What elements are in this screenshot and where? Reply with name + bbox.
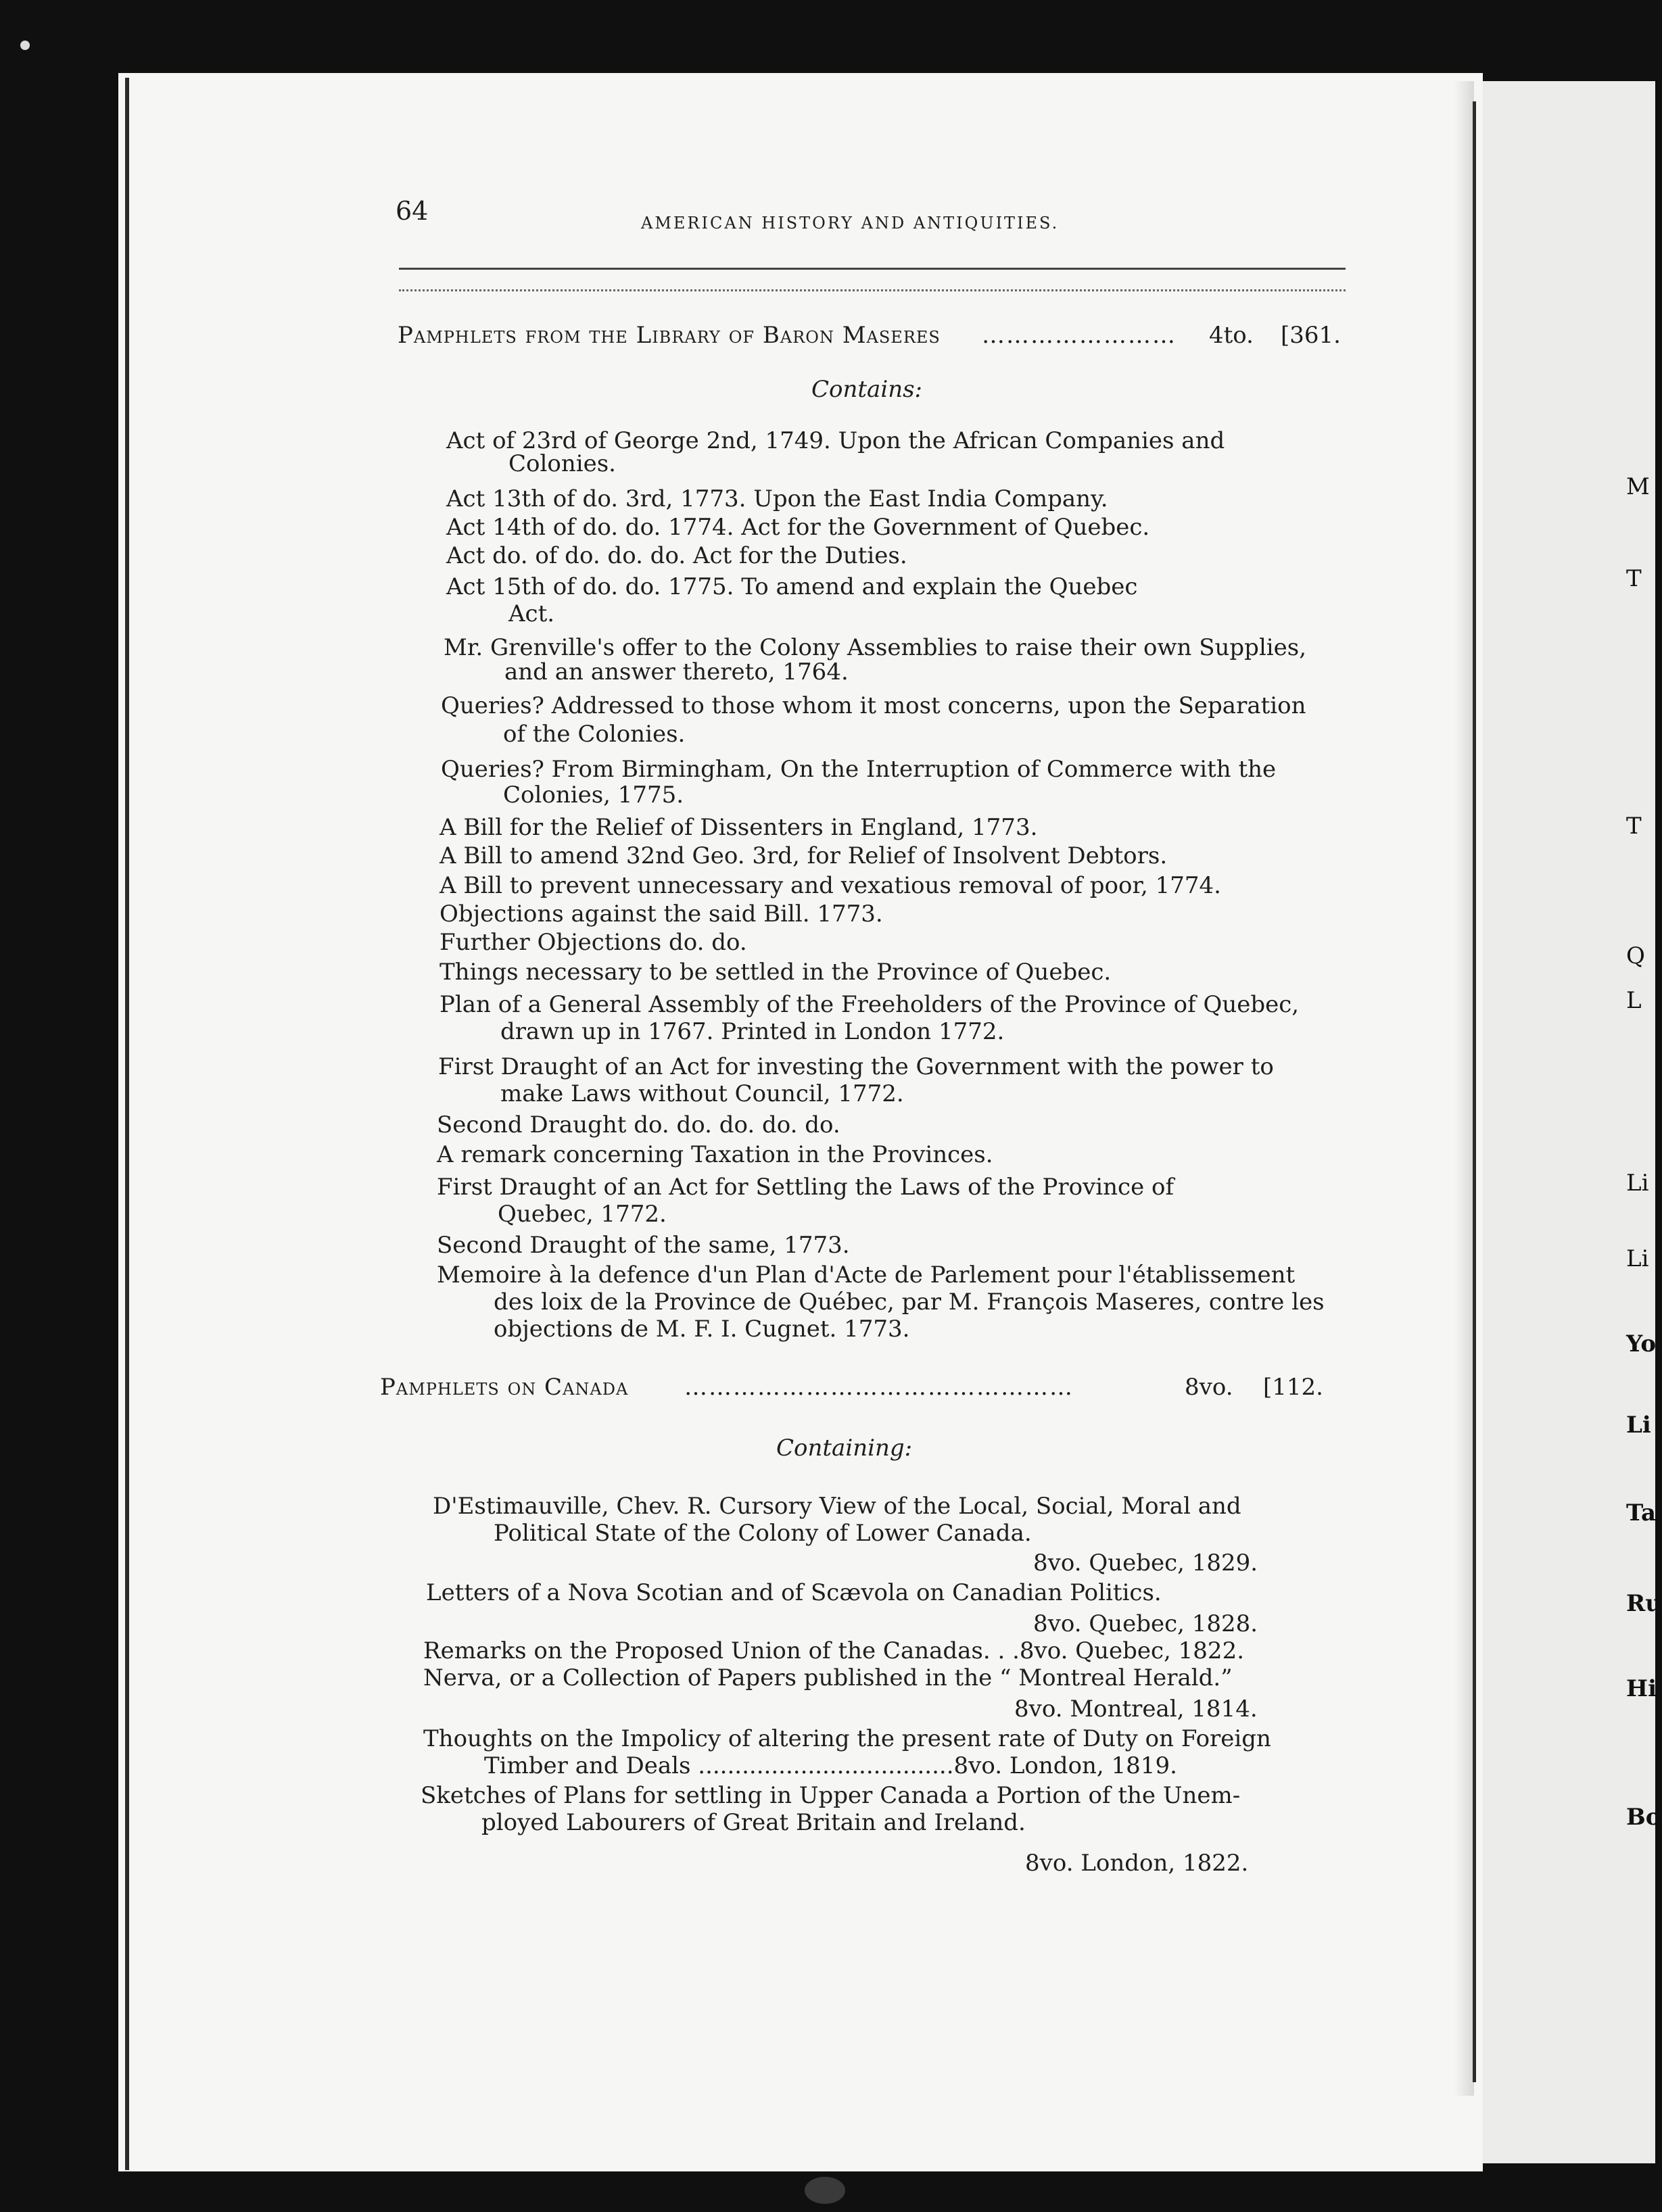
page-left-edge	[125, 78, 129, 2170]
facing-page-fragment: Yo	[1626, 1330, 1656, 1357]
title-leader-dots: ……………………	[982, 322, 1177, 349]
list-item: Thoughts on the Impolicy of altering the present rate of Duty on Foreign	[423, 1725, 1271, 1752]
list-item: Colonies, 1775.	[503, 782, 684, 809]
facing-page-fragment: T	[1626, 813, 1642, 840]
list-item: Memoire à la defence d'un Plan d'Acte de Parlement pour l'établissement	[437, 1261, 1296, 1289]
section-lot-number: [112.	[1263, 1374, 1323, 1401]
list-item: Second Draught do. do. do. do. do.	[437, 1111, 840, 1138]
list-item: Act do. of do. do. do. Act for the Duties.	[446, 542, 907, 569]
facing-page-fragment: Ru	[1626, 1590, 1662, 1617]
list-item: 8vo. Montreal, 1814.	[1014, 1696, 1258, 1723]
scan-artifact	[20, 41, 30, 50]
scan-artifact	[805, 2177, 845, 2204]
facing-page-fragment: Q	[1626, 942, 1645, 969]
section-title: Pamphlets on Canada	[380, 1374, 629, 1401]
list-item: Remarks on the Proposed Union of the Canadas. . .8vo. Quebec, 1822.	[423, 1637, 1245, 1664]
list-item: Objections against the said Bill. 1773.	[440, 900, 883, 928]
list-item: A remark concerning Taxation in the Provinces.	[437, 1141, 993, 1168]
section-format: 8vo.	[1185, 1374, 1233, 1401]
gutter-shadow	[1454, 81, 1474, 2096]
list-item: objections de M. F. I. Cugnet. 1773.	[494, 1316, 910, 1343]
list-item: 8vo. Quebec, 1828.	[1033, 1610, 1258, 1637]
list-item: Quebec, 1772.	[498, 1201, 667, 1228]
list-item: Sketches of Plans for settling in Upper Canada a Portion of the Unem-	[421, 1782, 1241, 1809]
section-lot-number: [361.	[1281, 322, 1341, 349]
list-item: Further Objections do. do.	[440, 929, 747, 956]
list-item: Act 14th of do. do. 1774. Act for the Government of Quebec.	[446, 514, 1150, 541]
list-item: First Draught of an Act for Settling the Laws of the Province of	[437, 1174, 1174, 1201]
facing-page-fragment: T	[1626, 565, 1642, 592]
running-title: AMERICAN HISTORY AND ANTIQUITIES.	[641, 214, 1060, 233]
facing-page-fragment: Bo	[1626, 1804, 1661, 1831]
list-item: Second Draught of the same, 1773.	[437, 1232, 850, 1259]
list-item: Nerva, or a Collection of Papers published in the “ Montreal Herald.”	[423, 1664, 1233, 1691]
binding-gutter-line	[1473, 101, 1476, 2082]
list-item: Letters of a Nova Scotian and of Scævola on Canadian Politics.	[426, 1579, 1162, 1606]
list-item: Things necessary to be settled in the Province of Quebec.	[440, 959, 1112, 986]
list-item: and an answer thereto, 1764.	[504, 658, 849, 686]
page-number: 64	[396, 196, 429, 226]
list-item: A Bill to amend 32nd Geo. 3rd, for Relief of Insolvent Debtors.	[440, 842, 1168, 869]
facing-page-fragment: Li	[1626, 1245, 1649, 1272]
list-item: 8vo. Quebec, 1829.	[1033, 1549, 1258, 1577]
header-rule-dotted	[399, 289, 1346, 291]
list-item: Queries? Addressed to those whom it most concerns, upon the Separation	[441, 692, 1306, 719]
list-item: First Draught of an Act for investing the Government with the power to	[438, 1053, 1274, 1080]
section-title: Pamphlets from the Library of Baron Maseres	[398, 322, 941, 349]
list-item: of the Colonies.	[503, 721, 686, 748]
list-item: drawn up in 1767. Printed in London 1772.	[500, 1018, 1005, 1045]
list-item: A Bill for the Relief of Dissenters in England, 1773.	[440, 814, 1038, 841]
list-item: A Bill to prevent unnecessary and vexatious removal of poor, 1774.	[440, 872, 1221, 899]
facing-page-fragment: Ta	[1626, 1499, 1657, 1526]
list-item: Timber and Deals ...................................8vo. London, 1819.	[484, 1752, 1177, 1779]
title-leader-dots: …………………………………………	[684, 1374, 1074, 1401]
facing-page-fragment: M	[1626, 473, 1650, 500]
facing-page-fragment: Li	[1626, 1412, 1651, 1439]
section-subheading: Containing:	[776, 1435, 913, 1462]
section-format: 4to.	[1209, 322, 1254, 349]
list-item: Political State of the Colony of Lower Canada.	[494, 1520, 1032, 1547]
header-rule	[399, 268, 1346, 270]
facing-page-fragment: Li	[1626, 1170, 1649, 1197]
list-item: Act 13th of do. 3rd, 1773. Upon the East India Company.	[446, 485, 1108, 512]
list-item: Colonies.	[508, 450, 616, 477]
list-item: Act 15th of do. do. 1775. To amend and explain the Quebec	[446, 573, 1138, 600]
list-item: D'Estimauville, Chev. R. Cursory View of the Local, Social, Moral and	[433, 1493, 1241, 1520]
list-item: Queries? From Birmingham, On the Interruption of Commerce with the	[441, 756, 1277, 783]
facing-page-fragment: Hi	[1626, 1675, 1657, 1702]
list-item: Act.	[508, 600, 555, 627]
facing-page-fragment: L	[1626, 987, 1642, 1014]
list-item: Mr. Grenville's offer to the Colony Assemblies to raise their own Supplies,	[444, 634, 1307, 661]
list-item: 8vo. London, 1822.	[1025, 1850, 1249, 1877]
list-item: ployed Labourers of Great Britain and Ireland.	[481, 1809, 1026, 1836]
list-item: make Laws without Council, 1772.	[500, 1080, 904, 1107]
section-subheading: Contains:	[811, 376, 922, 403]
list-item: Act of 23rd of George 2nd, 1749. Upon the African Companies and	[446, 427, 1225, 454]
list-item: des loix de la Province de Québec, par M. François Maseres, contre les	[494, 1289, 1325, 1316]
list-item: Plan of a General Assembly of the Freeholders of the Province of Quebec,	[440, 991, 1300, 1018]
facing-page	[1483, 81, 1655, 2163]
